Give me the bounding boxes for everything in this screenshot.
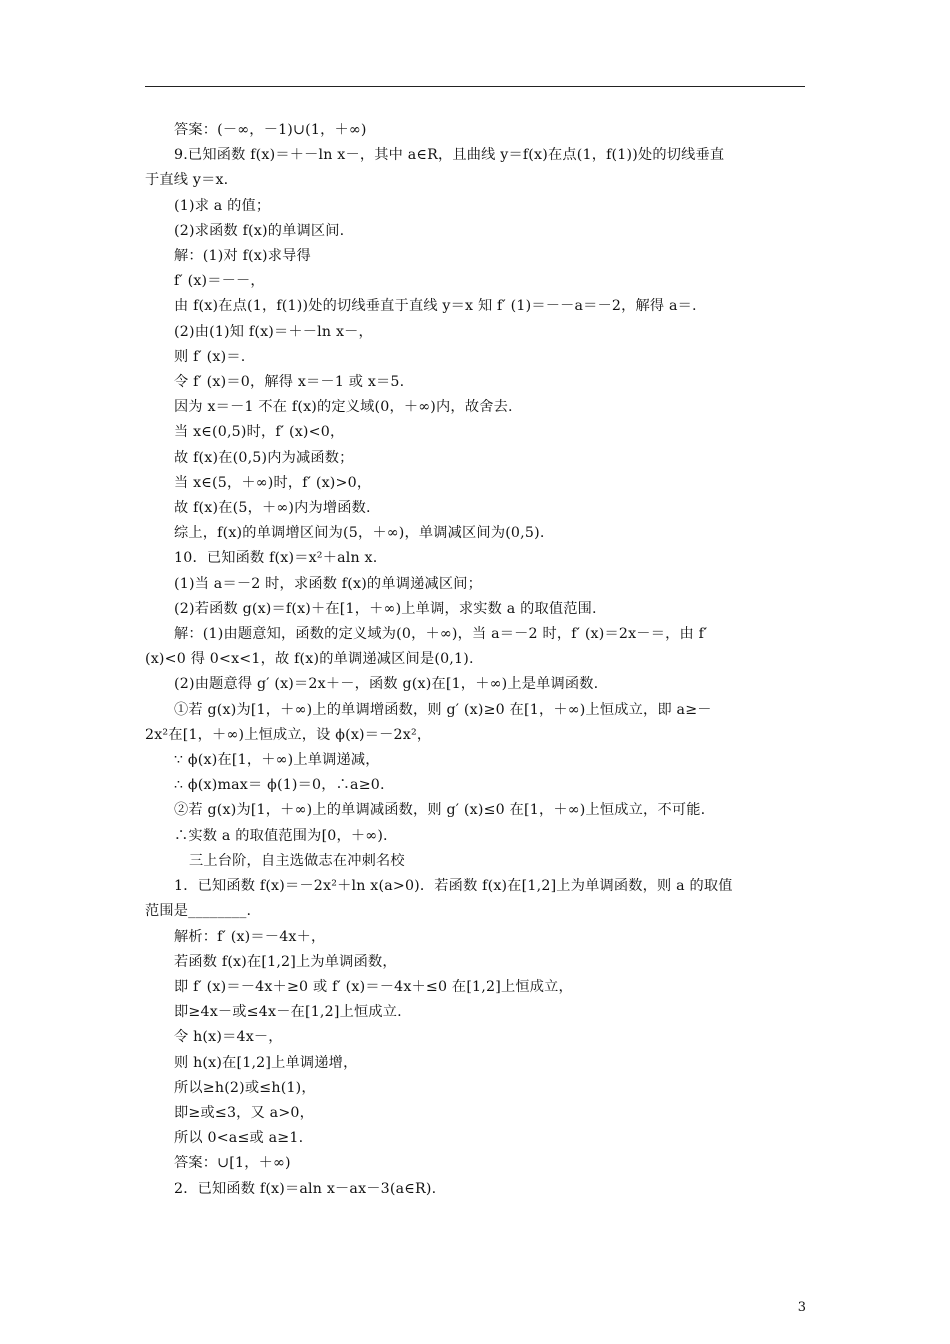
text-line: 则 h(x)在[1,2]上单调递增， [174, 1054, 358, 1071]
text-line: 1．已知函数 f(x)＝－2x²＋ln x(a>0)．若函数 f(x)在[1,2]上为单调函数，则 a 的取值 [174, 878, 733, 895]
text-line: 令 f′ (x)＝0，解得 x＝－1 或 x＝5. [174, 374, 405, 391]
text-line: 即 f′ (x)＝－4x＋≥0 或 f′ (x)＝－4x＋≤0 在[1,2]上恒成立， [174, 978, 573, 995]
text-line: 由 f(x)在点(1，f(1))处的切线垂直于直线 y＝x 知 f′ (1)＝－－a＝－2，解得 a＝. [174, 298, 697, 315]
text-line: 当 x∈(0,5)时，f′ (x)<0， [174, 424, 345, 441]
text-line: 即≥4x－或≤4x－在[1,2]上恒成立. [174, 1004, 402, 1021]
text-line: 若函数 f(x)在[1,2]上为单调函数， [174, 953, 397, 970]
text-line: 即≥或≤3，又 a>0， [174, 1104, 315, 1121]
text-line: 2．已知函数 f(x)＝aln x－ax－3(a∈R). [174, 1180, 437, 1197]
text-line: 解：(1)由题意知，函数的定义域为(0，＋∞)，当 a＝－2 时，f′ (x)＝2x－＝，由 f′ [174, 626, 708, 643]
text-line: ①若 g(x)为[1，＋∞)上的单调增函数，则 g′ (x)≥0 在[1，＋∞)上恒成立，即 a≥－ [174, 701, 712, 718]
text-line: 于直线 y＝x. [145, 172, 229, 189]
text-line: ∵ ϕ(x)在[1，＋∞)上单调递减， [174, 752, 380, 769]
text-line: 10．已知函数 f(x)＝x²＋aln x. [174, 550, 378, 567]
text-line: 令 h(x)＝4x－， [174, 1029, 283, 1046]
text-line: 解析：f′ (x)＝－4x＋， [174, 928, 326, 945]
text-line: (2)由题意得 g′ (x)＝2x＋－，函数 g(x)在[1，＋∞)上是单调函数. [174, 676, 599, 693]
text-line: 2x²在[1，＋∞)上恒成立，设 ϕ(x)＝－2x²， [145, 726, 432, 743]
text-line: ∴实数 a 的取值范围为[0，＋∞). [174, 827, 388, 844]
text-line: 所以≥h(2)或≤h(1)， [174, 1079, 316, 1096]
text-line: 解：(1)对 f(x)求导得 [174, 248, 311, 265]
text-line: 故 f(x)在(0,5)内为减函数； [174, 449, 354, 466]
document-body [145, 118, 805, 1202]
text-line: ②若 g(x)为[1，＋∞)上的单调减函数，则 g′ (x)≤0 在[1，＋∞)上恒成立，不可能. [174, 802, 706, 819]
text-line: 答案：(－∞，－1)∪(1，＋∞) [174, 122, 367, 138]
text-line: 故 f(x)在(5，＋∞)内为增函数. [174, 500, 371, 517]
text-line: (x)<0 得 0<x<1，故 f(x)的单调递减区间是(0,1). [145, 651, 474, 668]
text-line: f′ (x)＝－－， [174, 273, 265, 290]
text-line: (2)由(1)知 f(x)＝＋－ln x－， [174, 323, 373, 340]
text-line: 综上，f(x)的单调增区间为(5，＋∞)，单调减区间为(0,5). [174, 525, 545, 542]
text-line: 因为 x＝－1 不在 f(x)的定义域(0，＋∞)内，故舍去. [174, 399, 513, 416]
page-number: 3 [797, 1300, 806, 1315]
text-line: (1)当 a＝－2 时，求函数 f(x)的单调递减区间； [174, 575, 483, 592]
text-line: 则 f′ (x)＝. [174, 348, 246, 365]
text-line: (1)求 a 的值； [174, 197, 271, 214]
text-line: 9.已知函数 f(x)＝＋－ln x－，其中 a∈R，且曲线 y＝f(x)在点(1，f(1))处的切线垂直 [174, 147, 725, 164]
header-rule [145, 86, 805, 87]
text-line: (2)求函数 f(x)的单调区间. [174, 222, 345, 239]
text-line: ∴ ϕ(x)max＝ ϕ(1)＝0，∴a≥0. [174, 777, 385, 794]
text-line: 范围是________. [145, 903, 252, 920]
text-line: 答案：∪[1，＋∞) [174, 1155, 291, 1172]
section-heading: 三上台阶，自主选做志在冲刺名校 [189, 852, 405, 869]
text-line: 当 x∈(5，＋∞)时，f′ (x)>0， [174, 474, 372, 491]
text-line: (2)若函数 g(x)＝f(x)＋在[1，＋∞)上单调，求实数 a 的取值范围. [174, 600, 597, 617]
text-line: 所以 0<a≤或 a≥1. [174, 1130, 304, 1147]
